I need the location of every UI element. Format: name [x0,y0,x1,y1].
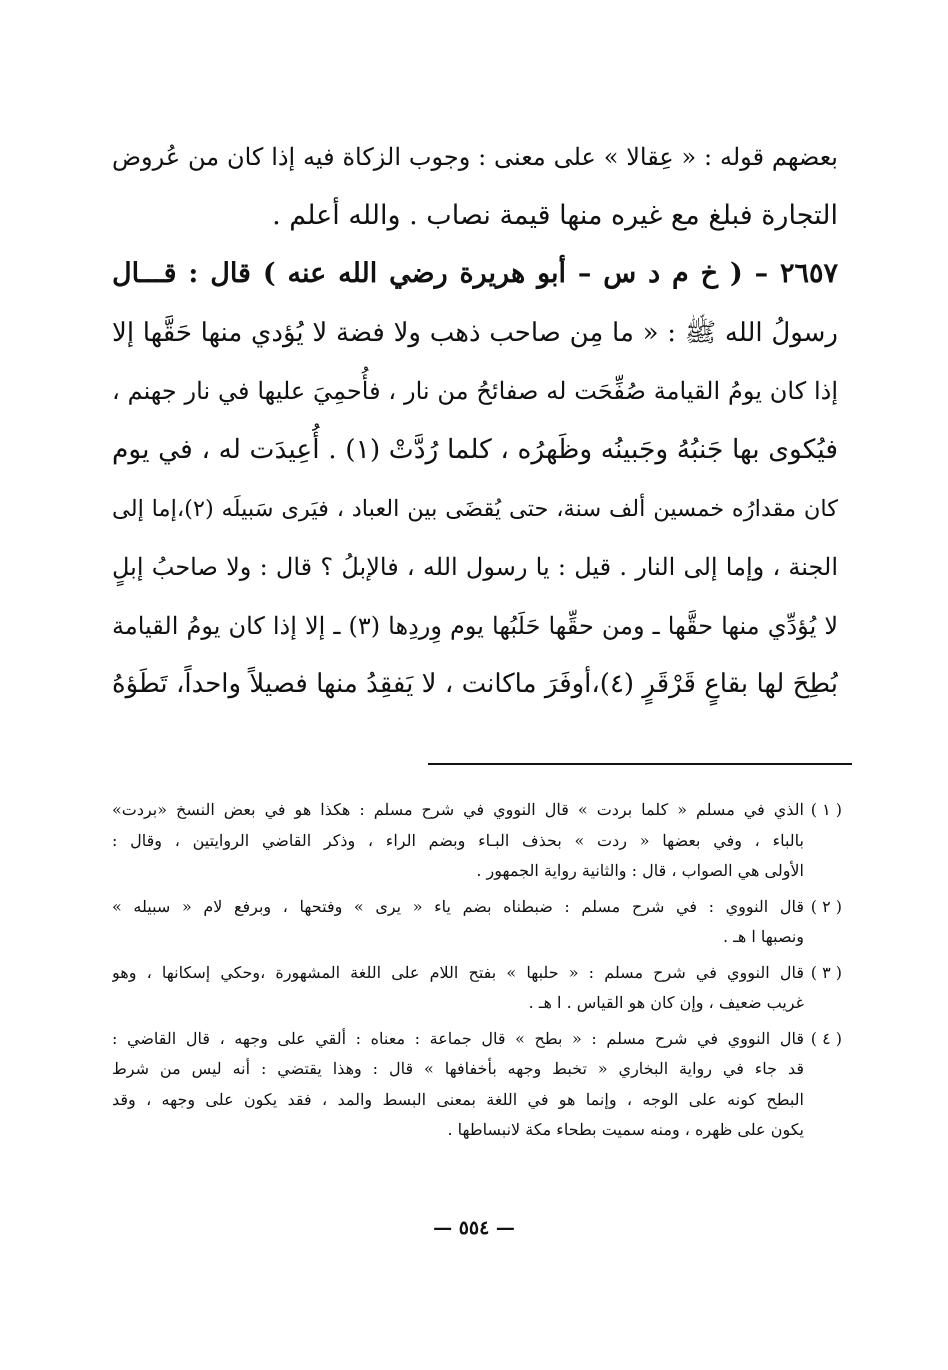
footnote-line: البطح كونه على الوجه ، وإنما هو في اللغة بمعنى البسط والمد ، فقد يكون على وجهه ، وقد [112,1089,804,1109]
footnote-body [112,795,804,887]
footnote-body [112,892,804,953]
text-line: فيُكوى بها جَنبُهُ وجَبينُه وظَهرُه ، كلما رُدَّتْ (١) . أُعِيدَت له ، في يوم [112,433,838,465]
footnote-line: قال النووي : في شرح مسلم : ضبطناه بضم ياء « يرى » وفتحها ، وبرفع لام « سبيله » [112,896,804,916]
text-line: رسولُ الله ﷺ : « ما مِن صاحب ذهب ولا فضة لا يُؤدي منها حَقَّها إلا [112,317,838,348]
footnote-line: بالباء ، وفي بعضها « ردت » بحذف البـاء وبضم الراء ، وذكر القاضي الروايتين ، وقال : [112,830,804,850]
footnote-number: ( ٣ ) [810,962,842,982]
text-line: بُطِحَ لها بقاعٍ قَرْقَرٍ (٤)،أوفَرَ ماكانت ، لا يَفقِدُ منها فصيلاً واحداً، تَطَؤهُ [112,669,838,700]
text-line: التجارة فبلغ مع غيره منها قيمة نصاب . والله أعلم . [272,199,838,231]
text-line: بعضهم قوله : « عِقالا » على معنى : وجوب الزكاة فيه إذا كان من عُروض [112,143,838,171]
text-line: لا يُؤدِّي منها حقَّها ـ ومن حقِّها حَلَبُها يوم وِردِها (٣) ـ إلا إذا كان يومُ القيامة [112,611,838,640]
footnote-line: غريب ضعيف ، وإن كان هو القياس . ا هـ . [528,993,804,1012]
footnote-line: قال النووي في شرح مسلم : « بطح » قال جماعة : معناه : ألقي على وجهه ، قال القاضي : [112,1028,804,1048]
footnote-line: قد جاء في رواية البخاري « تخبط وجهه بأخفافها » قال : وهذا يقتضي : أنه ليس من شرط [112,1059,804,1078]
footnote-line: يكون على ظهره ، ومنه سميت بطحاء مكة لانبساطها . [447,1120,804,1139]
footnote-line: الذي في مسلم « كلما بردت » قال النووي في شرح مسلم : هكذا هو في بعض النسخ «بردت» [112,800,804,819]
hadith-heading: ٢٦٥٧ – ( خ م د س – أبو هريرة رضي الله عنه ) قال : قـــال [112,258,838,290]
footnote-divider [428,763,852,765]
footnote-number: ( ١ ) [810,800,842,819]
footnote-body [112,958,804,1019]
main-text [112,128,838,714]
footnote [112,892,842,953]
footnote [112,958,842,1019]
text-line: الجنة ، وإما إلى النار . قيل : يا رسول الله ، فالإبلُ ؟ قال : ولا صاحبُ إبلٍ [112,553,838,582]
footnote [112,795,842,887]
footnotes [112,795,842,1151]
footnote-line: قال النووي في شرح مسلم : « حلبها » بفتح اللام على اللغة المشهورة ،وحكي إسكانها ، وهو [112,962,804,982]
footnote [112,1024,842,1146]
text-line: إذا كان يومُ القيامة صُفِّحَت له صفائحُ من نار ، فأُحمِيَ عليها في نار جهنم ، [112,377,838,406]
footnote-body [112,1024,804,1146]
page-number: — ٥٥٤ — [433,1217,515,1239]
footnote-line: الأولى هي الصواب ، قال : والثانية رواية الجمهور . [476,861,804,880]
footnote-number: ( ٢ ) [810,896,842,916]
text-line: كان مقدارُه خمسين ألف سنة، حتى يُقضَى بين العباد ، فيَرى سَبيلَه (٢)،إما إلى [112,495,838,522]
footnote-line: ونصبها ا هـ . [722,927,804,946]
footnote-number: ( ٤ ) [810,1028,842,1048]
